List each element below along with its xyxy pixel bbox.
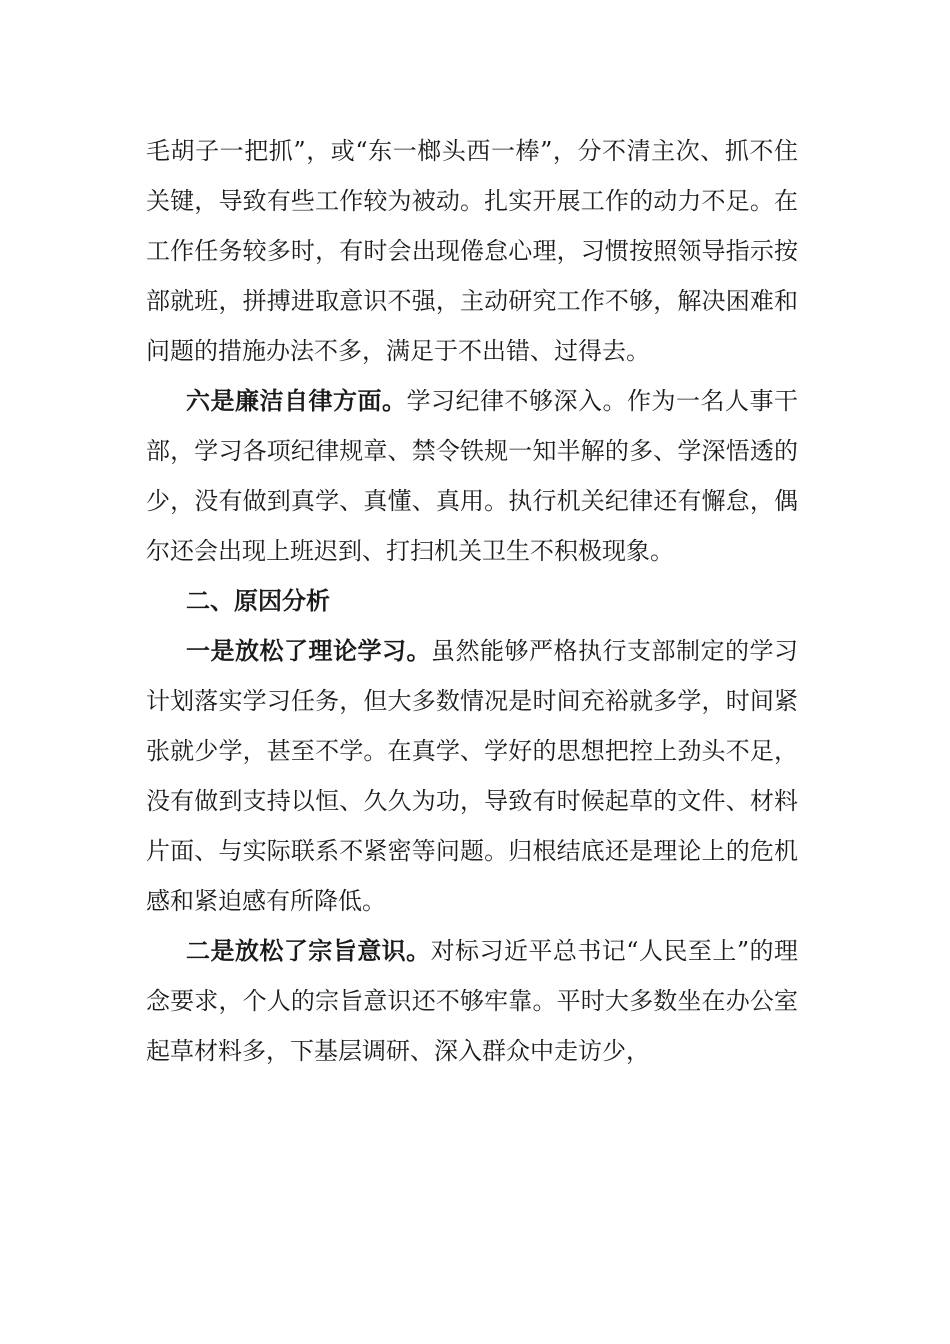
paragraph-lead: 一是放松了理论学习。 — [186, 636, 431, 665]
section-heading-cause-analysis: 二、原因分析 — [186, 586, 330, 615]
paragraph-theory-study — [146, 626, 798, 926]
paragraph-text: 毛胡子一把抓”，或“东一榔头西一棒”，分不清主次、抓不住关键，导致有些工作较为被动。扎实开展工作的动力不足。在工作任务较多时，有时会出现倦怠心理，习惯按照领导指示按部就班，拼搏进取意识不强，主动研究工作不够，解决困难和问题的措施办法不多，满足于不出错、过得去。 — [146, 137, 798, 365]
paragraph-text: 虽然能够严格执行支部制定的学习计划落实学习任务，但大多数情况是时间充裕就多学，时间紧张就少学，甚至不学。在真学、学好的思想把控上劲头不足，没有做到支持以恒、久久为功，导致有时候起草的文件、材料片面、与实际联系不紧密等问题。归根结底还是理论上的危机感和紧迫感有所降低。 — [146, 637, 798, 915]
document-page — [146, 126, 798, 1076]
paragraph-lead: 二是放松了宗旨意识。 — [186, 936, 431, 965]
paragraph-lead: 六是廉洁自律方面。 — [186, 386, 407, 415]
paragraph-work-issues — [146, 126, 798, 376]
paragraph-integrity — [146, 376, 798, 576]
paragraph-text: 对标习近平总书记“人民至上”的理念要求，个人的宗旨意识还不够牢靠。平时大多数坐在办公室起草材料多，下基层调研、深入群众中走访少， — [146, 937, 799, 1065]
paragraph-purpose-awareness — [146, 926, 798, 1076]
paragraph-text: 学习纪律不够深入。作为一名人事干部，学习各项纪律规章、禁令铁规一知半解的多、学深悟透的少，没有做到真学、真懂、真用。执行机关纪律还有懈怠，偶尔还会出现上班迟到、打扫机关卫生不积极现象。 — [146, 387, 798, 565]
